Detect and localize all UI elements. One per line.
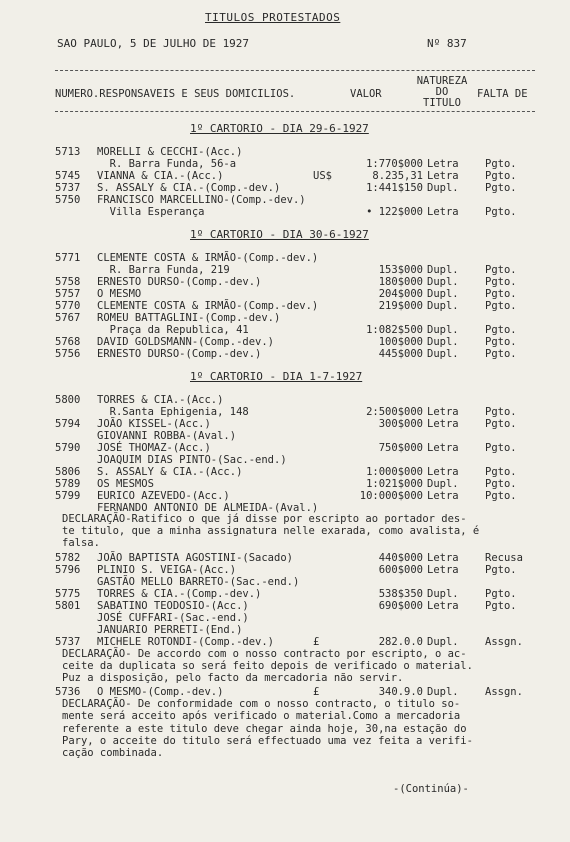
entry-reason: Pgto. xyxy=(485,599,517,612)
entry-number: 5801 xyxy=(55,599,81,612)
entry-number: 5790 xyxy=(55,442,81,454)
entry-value: 219$000 xyxy=(378,300,423,312)
list-item xyxy=(55,418,535,430)
entry-nature: Dupl. xyxy=(427,686,459,699)
list-item xyxy=(55,146,535,158)
entry-reason: Pgto. xyxy=(485,478,517,490)
list-item xyxy=(55,194,535,206)
entry-name: Villa Esperança xyxy=(97,206,205,218)
entry-nature: Dupl. xyxy=(427,336,459,348)
entry-name: DAVID GOLDSMANN-(Comp.-dev.) xyxy=(97,336,275,348)
entry-nature: Letra xyxy=(427,170,459,182)
list-item xyxy=(55,182,535,194)
header-rule-bottom xyxy=(55,111,535,112)
entry-value: 690$000 xyxy=(378,599,423,612)
entry-nature: Dupl. xyxy=(427,300,459,312)
entry-name: R. Barra Funda, 219 xyxy=(97,264,230,276)
entry-value: 153$000 xyxy=(378,264,423,276)
entry-number: 5796 xyxy=(55,563,81,576)
entry-nature: Dupl. xyxy=(427,587,459,600)
entry-name: R. Barra Funda, 56-a xyxy=(97,158,237,170)
place-date: SAO PAULO, 5 DE JULHO DE 1927 xyxy=(57,37,250,50)
list-item xyxy=(55,552,535,564)
entry-name: EURICO AZEVEDO-(Acc.) xyxy=(97,490,230,502)
list-item xyxy=(55,588,535,600)
list-item xyxy=(55,636,535,648)
list-item xyxy=(55,276,535,288)
column-natureza: NATUREZA DO TITULO xyxy=(416,75,468,109)
entry-reason: Pgto. xyxy=(485,466,517,478)
entry-value: 204$000 xyxy=(378,288,423,300)
entry-number: 5794 xyxy=(55,418,81,430)
entry-reason: Pgto. xyxy=(485,348,517,360)
entry-name: JOSÉ CUFFARI-(Sac.-end.) xyxy=(97,611,249,624)
entry-number: 5750 xyxy=(55,194,81,206)
declaration-paragraph: DECLARAÇÃO- De accordo com o nosso contracto por escripto, o ac- ceite da duplicata so será feito depois de verificado o material. Puz a disposição, pelo facto da mercadoria não servir. xyxy=(62,647,473,684)
entry-number: 5757 xyxy=(55,288,81,300)
entry-number: 5756 xyxy=(55,348,81,360)
list-item xyxy=(55,406,535,418)
entry-number: 5758 xyxy=(55,276,81,288)
entry-nature: Letra xyxy=(427,599,459,612)
entry-number: 5737 xyxy=(55,635,81,648)
list-item xyxy=(55,576,535,588)
entry-reason: Assgn. xyxy=(485,686,523,699)
list-item xyxy=(55,624,535,636)
entry-reason: Pgto. xyxy=(485,206,517,218)
entry-currency: US$ xyxy=(313,170,332,182)
entry-name: GIOVANNI ROBBA-(Aval.) xyxy=(97,430,237,442)
entry-value: 180$000 xyxy=(378,276,423,288)
entry-nature: Dupl. xyxy=(427,276,459,288)
list-item xyxy=(55,466,535,478)
list-item xyxy=(55,348,535,360)
entry-number: 5737 xyxy=(55,182,81,194)
list-item xyxy=(55,252,535,264)
list-item xyxy=(55,394,535,406)
entry-name: FERNANDO ANTONIO DE ALMEIDA-(Aval.) xyxy=(97,502,319,514)
entry-nature: Dupl. xyxy=(427,635,459,648)
document-title: TITULOS PROTESTADOS xyxy=(205,11,341,24)
entry-reason: Pgto. xyxy=(485,442,517,454)
entry-name: S. ASSALY & CIA.-(Acc.) xyxy=(97,466,243,478)
list-item xyxy=(55,564,535,576)
entry-reason: Pgto. xyxy=(485,182,517,194)
entry-nature: Letra xyxy=(427,490,459,502)
entry-reason: Pgto. xyxy=(485,336,517,348)
entry-number: 5745 xyxy=(55,170,81,182)
entry-reason: Pgto. xyxy=(485,276,517,288)
list-item xyxy=(55,324,535,336)
entry-name: CLEMENTE COSTA & IRMÃO-(Comp.-dev.) xyxy=(97,252,319,264)
entry-number: 5799 xyxy=(55,490,81,502)
entry-nature: Letra xyxy=(427,442,459,454)
entry-value: 445$000 xyxy=(378,348,423,360)
list-item xyxy=(55,158,535,170)
entry-name: TORRES & CIA.-(Acc.) xyxy=(97,394,224,406)
column-valor: VALOR xyxy=(350,88,382,100)
entry-name: ERNESTO DURSO-(Comp.-dev.) xyxy=(97,348,262,360)
entry-number: 5768 xyxy=(55,336,81,348)
entry-nature: Dupl. xyxy=(427,288,459,300)
entry-reason: Pgto. xyxy=(485,587,517,600)
entry-nature: Letra xyxy=(427,206,459,218)
entry-number: 5713 xyxy=(55,146,81,158)
entry-reason: Pgto. xyxy=(485,300,517,312)
entry-reason: Pgto. xyxy=(485,324,517,336)
list-item xyxy=(55,612,535,624)
entry-number: 5782 xyxy=(55,551,81,564)
entry-value: 1:082$500 xyxy=(366,324,423,336)
entry-nature: Dupl. xyxy=(427,478,459,490)
entry-reason: Assgn. xyxy=(485,635,523,648)
entry-name: Praça da Republica, 41 xyxy=(97,324,249,336)
entry-name: R.Santa Ephigenia, 148 xyxy=(97,406,249,418)
entry-value: 1:021$000 xyxy=(366,478,423,490)
entry-value: 600$000 xyxy=(378,563,423,576)
entry-reason: Pgto. xyxy=(485,288,517,300)
entry-value: 340.9.0 xyxy=(378,686,423,699)
entry-name: ROMEU BATTAGLINI-(Comp.-dev.) xyxy=(97,312,281,324)
list-item xyxy=(55,442,535,454)
entry-name: PLINIO S. VEIGA-(Acc.) xyxy=(97,563,237,576)
entry-reason: Pgto. xyxy=(485,563,517,576)
entry-name: FRANCISCO MARCELLINO-(Comp.-dev.) xyxy=(97,194,306,206)
entry-nature: Letra xyxy=(427,466,459,478)
list-item xyxy=(55,686,535,698)
entry-name: JOSÉ THOMAZ-(Acc.) xyxy=(97,442,211,454)
list-item xyxy=(55,312,535,324)
section-heading: 1º CARTORIO - DIA 29-6-1927 xyxy=(190,122,369,135)
entry-value: 538$350 xyxy=(378,587,423,600)
entry-value: 750$000 xyxy=(378,442,423,454)
entry-value: 300$000 xyxy=(378,418,423,430)
entry-value: 1:441$150 xyxy=(366,182,423,194)
entry-name: TORRES & CIA.-(Comp.-dev.) xyxy=(97,587,262,600)
section-heading: 1º CARTORIO - DIA 1-7-1927 xyxy=(190,370,363,383)
entry-value: 100$000 xyxy=(378,336,423,348)
entry-name: JANUARIO PERRETI-(End.) xyxy=(97,623,243,636)
entry-currency: £ xyxy=(313,686,320,699)
entry-nature: Letra xyxy=(427,158,459,170)
entry-reason: Pgto. xyxy=(485,406,517,418)
entry-nature: Letra xyxy=(427,551,459,564)
entry-number: 5770 xyxy=(55,300,81,312)
list-item xyxy=(55,170,535,182)
entry-name: ERNESTO DURSO-(Comp.-dev.) xyxy=(97,276,262,288)
entry-nature: Dupl. xyxy=(427,264,459,276)
entry-nature: Letra xyxy=(427,563,459,576)
list-item xyxy=(55,600,535,612)
list-item xyxy=(55,206,535,218)
entry-value: • 122$000 xyxy=(366,206,423,218)
list-item xyxy=(55,430,535,442)
entry-number: 5771 xyxy=(55,252,81,264)
entry-currency: £ xyxy=(313,635,320,648)
entry-name: VIANNA & CIA.-(Acc.) xyxy=(97,170,224,182)
list-item xyxy=(55,336,535,348)
entry-name: GASTÃO MELLO BARRETO-(Sac.-end.) xyxy=(97,575,300,588)
entry-value: 282.0.0 xyxy=(378,635,423,648)
continuation-note: -(Continúa)- xyxy=(393,783,469,795)
entry-name: SABATINO TEODOSIO-(Acc.) xyxy=(97,599,249,612)
entry-reason: Pgto. xyxy=(485,158,517,170)
entry-nature: Letra xyxy=(427,418,459,430)
entry-name: JOÃO BAPTISTA AGOSTINI-(Sacado) xyxy=(97,551,293,564)
entry-value: 10:000$000 xyxy=(359,490,423,502)
entry-name: O MESMO-(Comp.-dev.) xyxy=(97,686,224,699)
header-rule-top xyxy=(55,70,535,71)
entry-nature: Dupl. xyxy=(427,182,459,194)
declaration-paragraph: DECLARAÇÃO-Ratifico o que já disse por escripto ao portador des- te titulo, que a minha assignatura nelle exarada, como avalista, é falsa. xyxy=(62,513,480,550)
entry-value: 440$000 xyxy=(378,551,423,564)
entry-value: 1:000$000 xyxy=(366,466,423,478)
entry-number: 5800 xyxy=(55,394,81,406)
entry-number: 5736 xyxy=(55,686,81,699)
document-number: Nº 837 xyxy=(427,37,467,50)
entry-nature: Dupl. xyxy=(427,348,459,360)
entry-reason: Pgto. xyxy=(485,418,517,430)
section-heading: 1º CARTORIO - DIA 30-6-1927 xyxy=(190,228,369,241)
list-item xyxy=(55,288,535,300)
entry-reason: Pgto. xyxy=(485,170,517,182)
entry-name: O MESMO xyxy=(97,288,142,300)
entry-number: 5767 xyxy=(55,312,81,324)
list-item xyxy=(55,478,535,490)
entry-name: JOAQUIM DIAS PINTO-(Sac.-end.) xyxy=(97,454,287,466)
list-item xyxy=(55,264,535,276)
entry-reason: Pgto. xyxy=(485,490,517,502)
column-falta: FALTA DE xyxy=(477,88,528,100)
list-item xyxy=(55,490,535,502)
declaration-paragraph: DECLARAÇÃO- De conformidade com o nosso contracto, o titulo so- mente será acceito após verificado o material.Como a mercadoria referente a este titulo deve chegar ainda hoje, 30,na estação do Pary, o acceite do titulo será effectuado uma vez feita a verifi- cação combinada. xyxy=(62,698,473,759)
entry-number: 5789 xyxy=(55,478,81,490)
entry-number: 5775 xyxy=(55,587,81,600)
list-item xyxy=(55,300,535,312)
list-item xyxy=(55,454,535,466)
entry-name: CLEMENTE COSTA & IRMÃO-(Comp.-dev.) xyxy=(97,300,319,312)
entry-reason: Pgto. xyxy=(485,264,517,276)
entry-name: JOÃO KISSEL-(Acc.) xyxy=(97,418,211,430)
entry-name: MICHELE ROTONDI-(Comp.-dev.) xyxy=(97,635,275,648)
entry-reason: Recusa xyxy=(485,551,523,564)
entry-name: OS MESMOS xyxy=(97,478,154,490)
entry-name: S. ASSALY & CIA.-(Comp.-dev.) xyxy=(97,182,281,194)
column-numero: NUMERO.RESPONSAVEIS E SEUS DOMICILIOS. xyxy=(55,88,296,100)
entry-value: 2:500$000 xyxy=(366,406,423,418)
entry-nature: Dupl. xyxy=(427,324,459,336)
entry-value: 1:770$000 xyxy=(366,158,423,170)
entry-nature: Letra xyxy=(427,406,459,418)
entry-name: MORELLI & CECCHI-(Acc.) xyxy=(97,146,243,158)
entry-value: 8.235,31 xyxy=(372,170,423,182)
entry-number: 5806 xyxy=(55,466,81,478)
